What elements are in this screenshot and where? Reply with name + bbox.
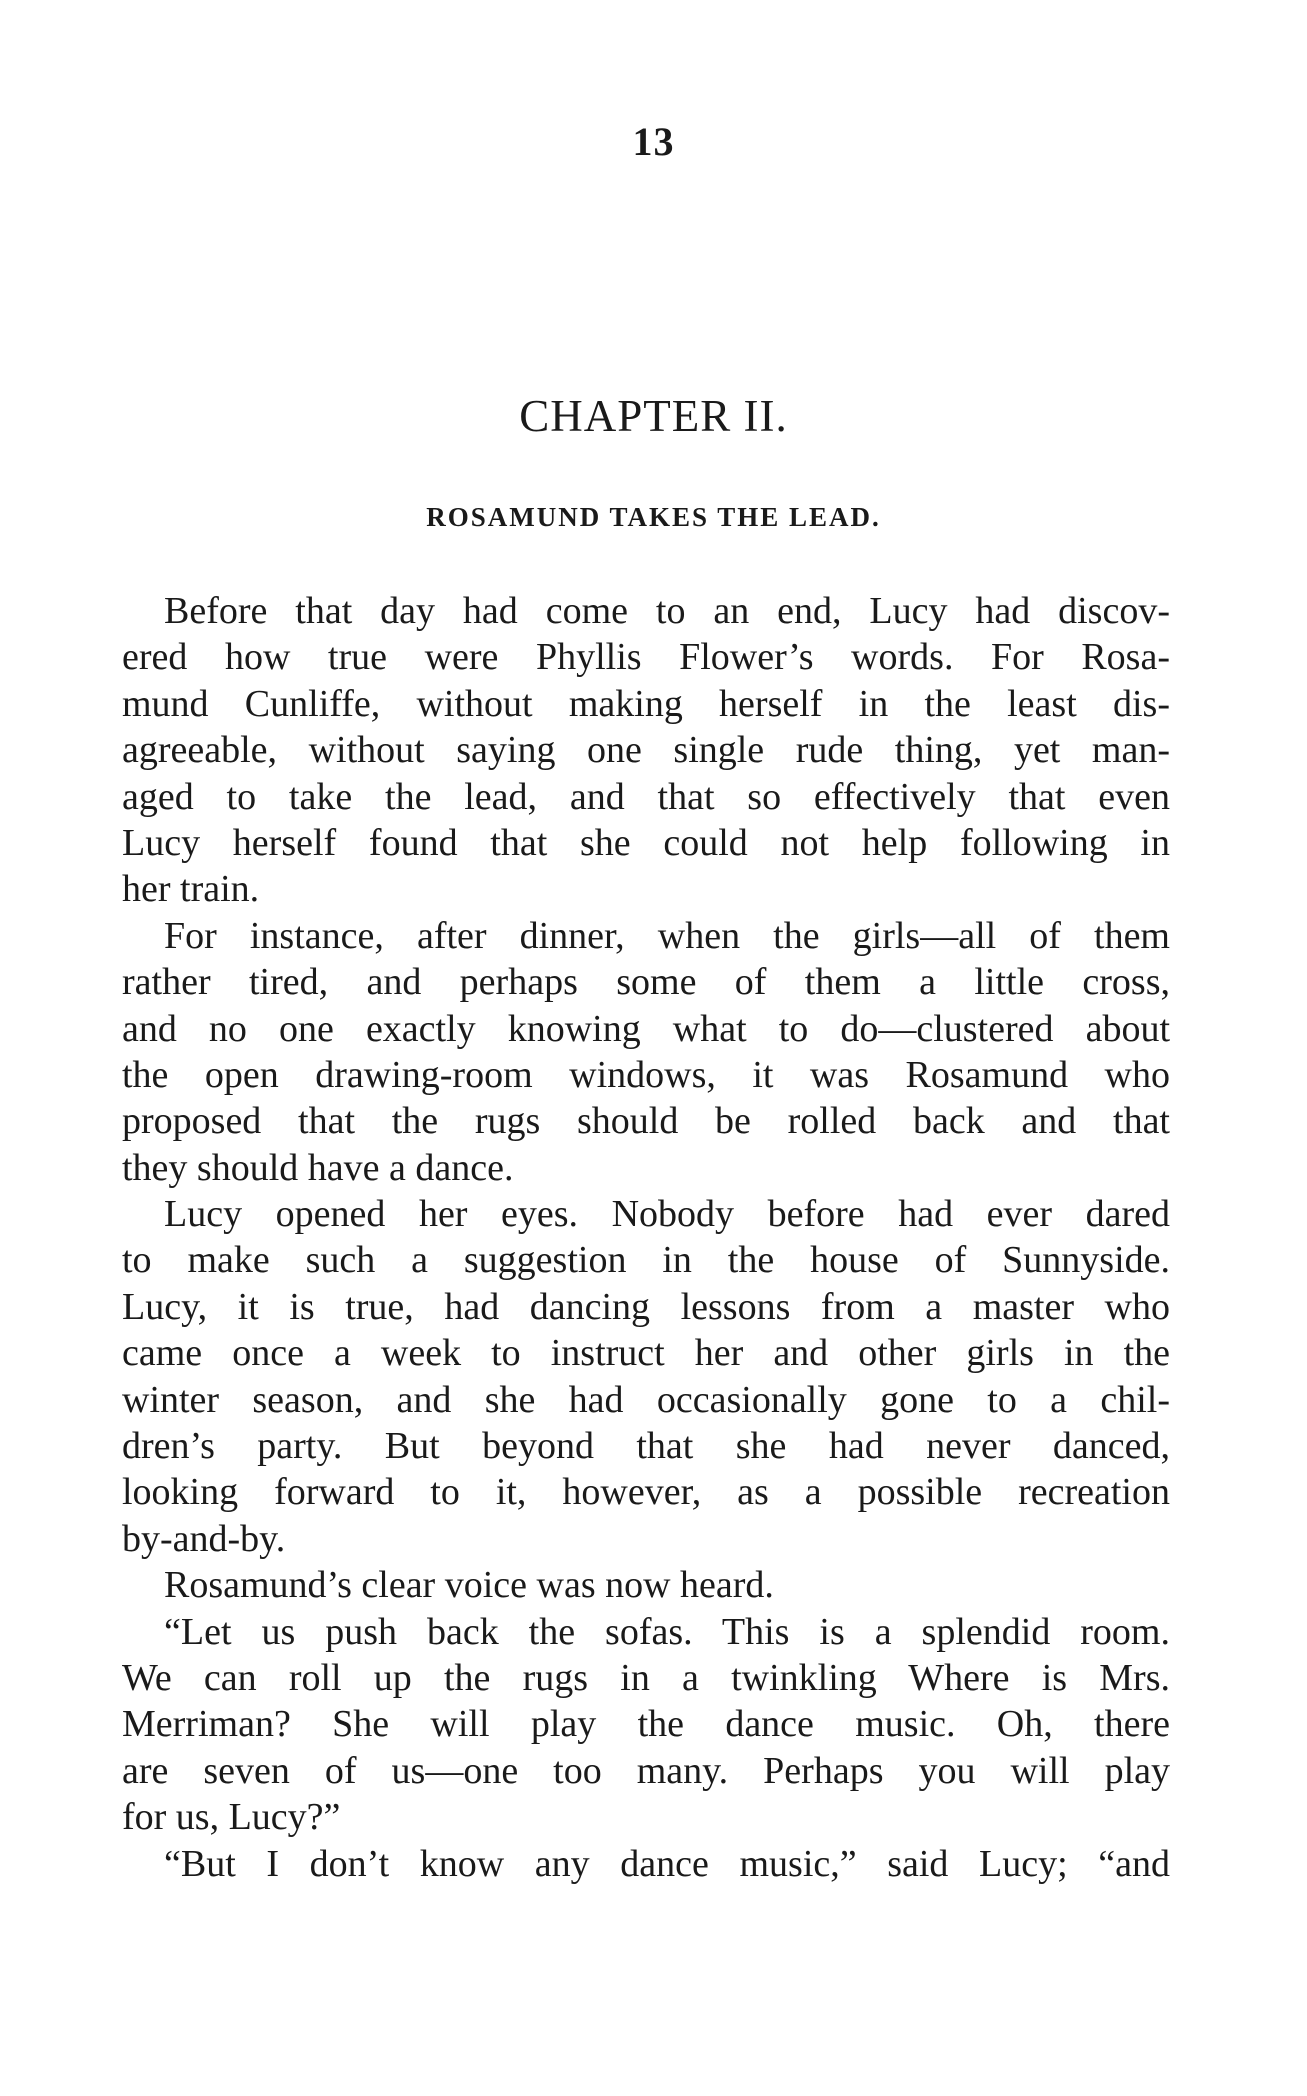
text-line: Rosamund’s clear voice was now heard.	[164, 1564, 774, 1607]
text-line: the open drawing-room windows, it was Rosamund who	[122, 1053, 1170, 1096]
chapter-subtitle: ROSAMUND TAKES THE LEAD.	[426, 502, 881, 532]
text-line: came once a week to instruct her and other girls in the	[122, 1332, 1170, 1375]
text-line: “Let us push back the sofas. This is a splendid room.	[164, 1610, 1170, 1653]
text-line: winter season, and she had occasionally gone to a chil-	[122, 1378, 1170, 1421]
text-line: aged to take the lead, and that so effectively that even	[122, 775, 1170, 818]
text-line: agreeable, without saying one single rude thing, yet man-	[122, 729, 1170, 772]
text-line: Lucy opened her eyes. Nobody before had ever dared	[164, 1193, 1170, 1236]
text-line: ered how true were Phyllis Flower’s words. For Rosa-	[122, 636, 1170, 679]
text-line: to make such a suggestion in the house of Sunnyside.	[122, 1239, 1170, 1282]
text-line: dren’s party. But beyond that she had never danced,	[122, 1425, 1170, 1468]
text-line: Merriman? She will play the dance music. Oh, there	[122, 1703, 1170, 1746]
text-line: We can roll up the rugs in a twinkling Where is Mrs.	[122, 1656, 1170, 1699]
text-line: For instance, after dinner, when the girls—all of them	[164, 914, 1170, 957]
page-number: 13	[632, 119, 675, 164]
text-line: are seven of us—one too many. Perhaps you will play	[122, 1749, 1170, 1792]
text-line: proposed that the rugs should be rolled back and that	[122, 1100, 1170, 1143]
text-line: mund Cunliffe, without making herself in the least dis-	[122, 682, 1170, 725]
text-line: for us, Lucy?”	[122, 1796, 341, 1839]
body-text	[122, 588, 1170, 1887]
text-line: they should have a dance.	[122, 1146, 514, 1189]
text-line: “But I don’t know any dance music,” said Lucy; “and	[164, 1842, 1170, 1885]
text-line: Lucy, it is true, had dancing lessons from a master who	[122, 1285, 1170, 1328]
text-line: looking forward to it, however, as a possible recreation	[122, 1471, 1170, 1514]
text-line: Lucy herself found that she could not help following in	[122, 821, 1170, 864]
text-line: and no one exactly knowing what to do—clustered about	[122, 1007, 1170, 1050]
text-line: by-and-by.	[122, 1517, 286, 1560]
text-line: her train.	[122, 868, 260, 911]
text-line: rather tired, and perhaps some of them a little cross,	[122, 961, 1170, 1004]
chapter-title: CHAPTER II.	[519, 391, 788, 441]
text-line: Before that day had come to an end, Lucy had discov-	[164, 590, 1170, 632]
